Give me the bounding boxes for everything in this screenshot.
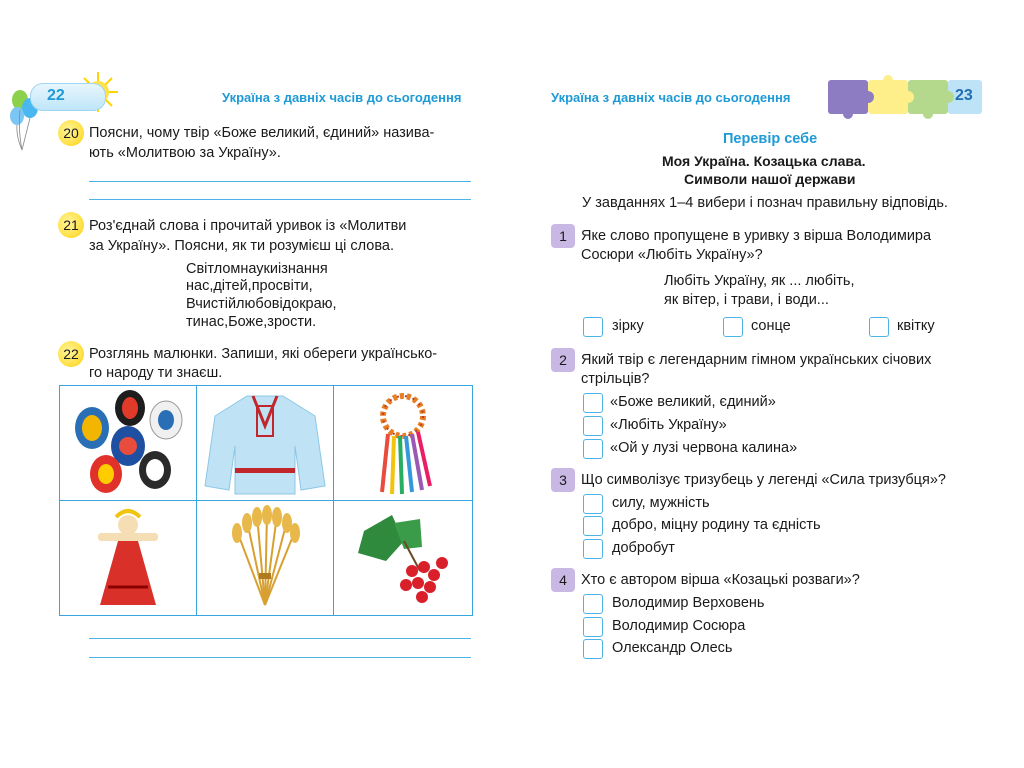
question-number-2: 2 (551, 348, 575, 372)
q4-option-checkbox[interactable] (583, 639, 603, 659)
pysanky-cell (59, 385, 197, 501)
question-number-3: 3 (551, 468, 575, 492)
section-title: Перевір себе (723, 131, 818, 147)
q3-line1: Що символізує тризубець у легенді «Сила тризубця»? (581, 472, 946, 488)
answer-line[interactable] (89, 657, 471, 658)
q3-option-label: силу, мужність (612, 495, 710, 511)
q2-option-label: «Ой у лузі червона калина» (610, 440, 798, 456)
page-number: 22 (47, 87, 65, 104)
q1-option-label: зірку (612, 318, 644, 334)
task21-line2: за Україну». Поясни, як ти розумієш ці слова. (89, 238, 395, 254)
q3-option-label: добробут (612, 540, 675, 556)
q3-option-checkbox[interactable] (583, 539, 603, 559)
subtitle-line2: Символи нашої держави (684, 171, 856, 187)
wheat-sheaf-image (197, 501, 333, 615)
page-number: 23 (955, 87, 973, 104)
q1-option-checkbox[interactable] (869, 317, 889, 337)
q2-option-checkbox[interactable] (583, 416, 603, 436)
task20-line1: Поясни, чому твір «Боже великий, єдиний» назива- (89, 125, 435, 141)
wheat-sheaf-cell (196, 500, 334, 616)
subtitle-line1: Моя Україна. Козацька слава. (662, 153, 866, 169)
vyshyvanka-image (197, 386, 333, 500)
joined-word-1: Світломнаукиізнання (186, 261, 328, 277)
instruction: У завданнях 1–4 вибери і познач правильну відповідь. (582, 195, 948, 211)
motanka-doll-image (60, 501, 196, 615)
q2-option-label: «Боже великий, єдиний» (610, 394, 776, 410)
q4-option-checkbox[interactable] (583, 617, 603, 637)
q1-option-label: сонце (751, 318, 791, 334)
task-number-20: 20 (58, 120, 84, 146)
task-number-22: 22 (58, 341, 84, 367)
q2-option-checkbox[interactable] (583, 439, 603, 459)
answer-line[interactable] (89, 199, 471, 200)
wreath-image (334, 386, 472, 500)
viburnum-image (334, 501, 472, 615)
q2-line1: Який твір є легендарним гімном українських січових (581, 352, 932, 368)
question-number-1: 1 (551, 224, 575, 248)
task22-line2: го народу ти знаєш. (89, 365, 223, 381)
q1-line2: Сосюри «Любіть Україну»? (581, 247, 763, 263)
joined-word-2: нас,дітей,просвіти, (186, 278, 313, 294)
answer-line[interactable] (89, 181, 471, 182)
task22-line1: Розглянь малюнки. Запиши, які обереги українсько- (89, 346, 438, 362)
q2-option-checkbox[interactable] (583, 393, 603, 413)
task-number-21: 21 (58, 212, 84, 238)
joined-word-4: тинас,Боже,зрости. (186, 314, 317, 330)
q3-option-label: добро, міцну родину та єдність (612, 517, 821, 533)
q2-line2: стрільців? (581, 371, 650, 387)
q4-option-label: Олександр Олесь (612, 640, 733, 656)
q1-quote-line2: як вітер, і трави, і води... (664, 292, 829, 308)
q1-option-checkbox[interactable] (583, 317, 603, 337)
page-header: Україна з давніх часів до сьогодення (222, 90, 462, 105)
page-number-badge (30, 83, 106, 111)
motanka-doll-cell (59, 500, 197, 616)
question-number-4: 4 (551, 568, 575, 592)
q3-option-checkbox[interactable] (583, 494, 603, 514)
wreath-cell (333, 385, 473, 501)
q4-option-checkbox[interactable] (583, 594, 603, 614)
q4-option-label: Володимир Сосюра (612, 618, 746, 634)
vyshyvanka-cell (196, 385, 334, 501)
q3-option-checkbox[interactable] (583, 516, 603, 536)
task21-line1: Роз'єднай слова і прочитай уривок із «Молитви (89, 218, 407, 234)
q2-option-label: «Любіть Україну» (610, 417, 727, 433)
q4-option-label: Володимир Верховень (612, 595, 765, 611)
joined-word-3: Вчистійлюбовідокраю, (186, 296, 337, 312)
q4-line1: Хто є автором вірша «Козацькі розваги»? (581, 572, 860, 588)
q1-option-checkbox[interactable] (723, 317, 743, 337)
answer-line[interactable] (89, 638, 471, 639)
page-header: Україна з давніх часів до сьогодення (551, 90, 791, 105)
pysanky-image (60, 386, 196, 500)
viburnum-cell (333, 500, 473, 616)
q1-line1: Яке слово пропущене в уривку з вірша Володимира (581, 228, 932, 244)
task20-line2: ють «Молитвою за Україну». (89, 145, 281, 161)
q1-option-label: квітку (897, 318, 935, 334)
q1-quote-line1: Любіть Україну, як ... любіть, (664, 273, 855, 289)
